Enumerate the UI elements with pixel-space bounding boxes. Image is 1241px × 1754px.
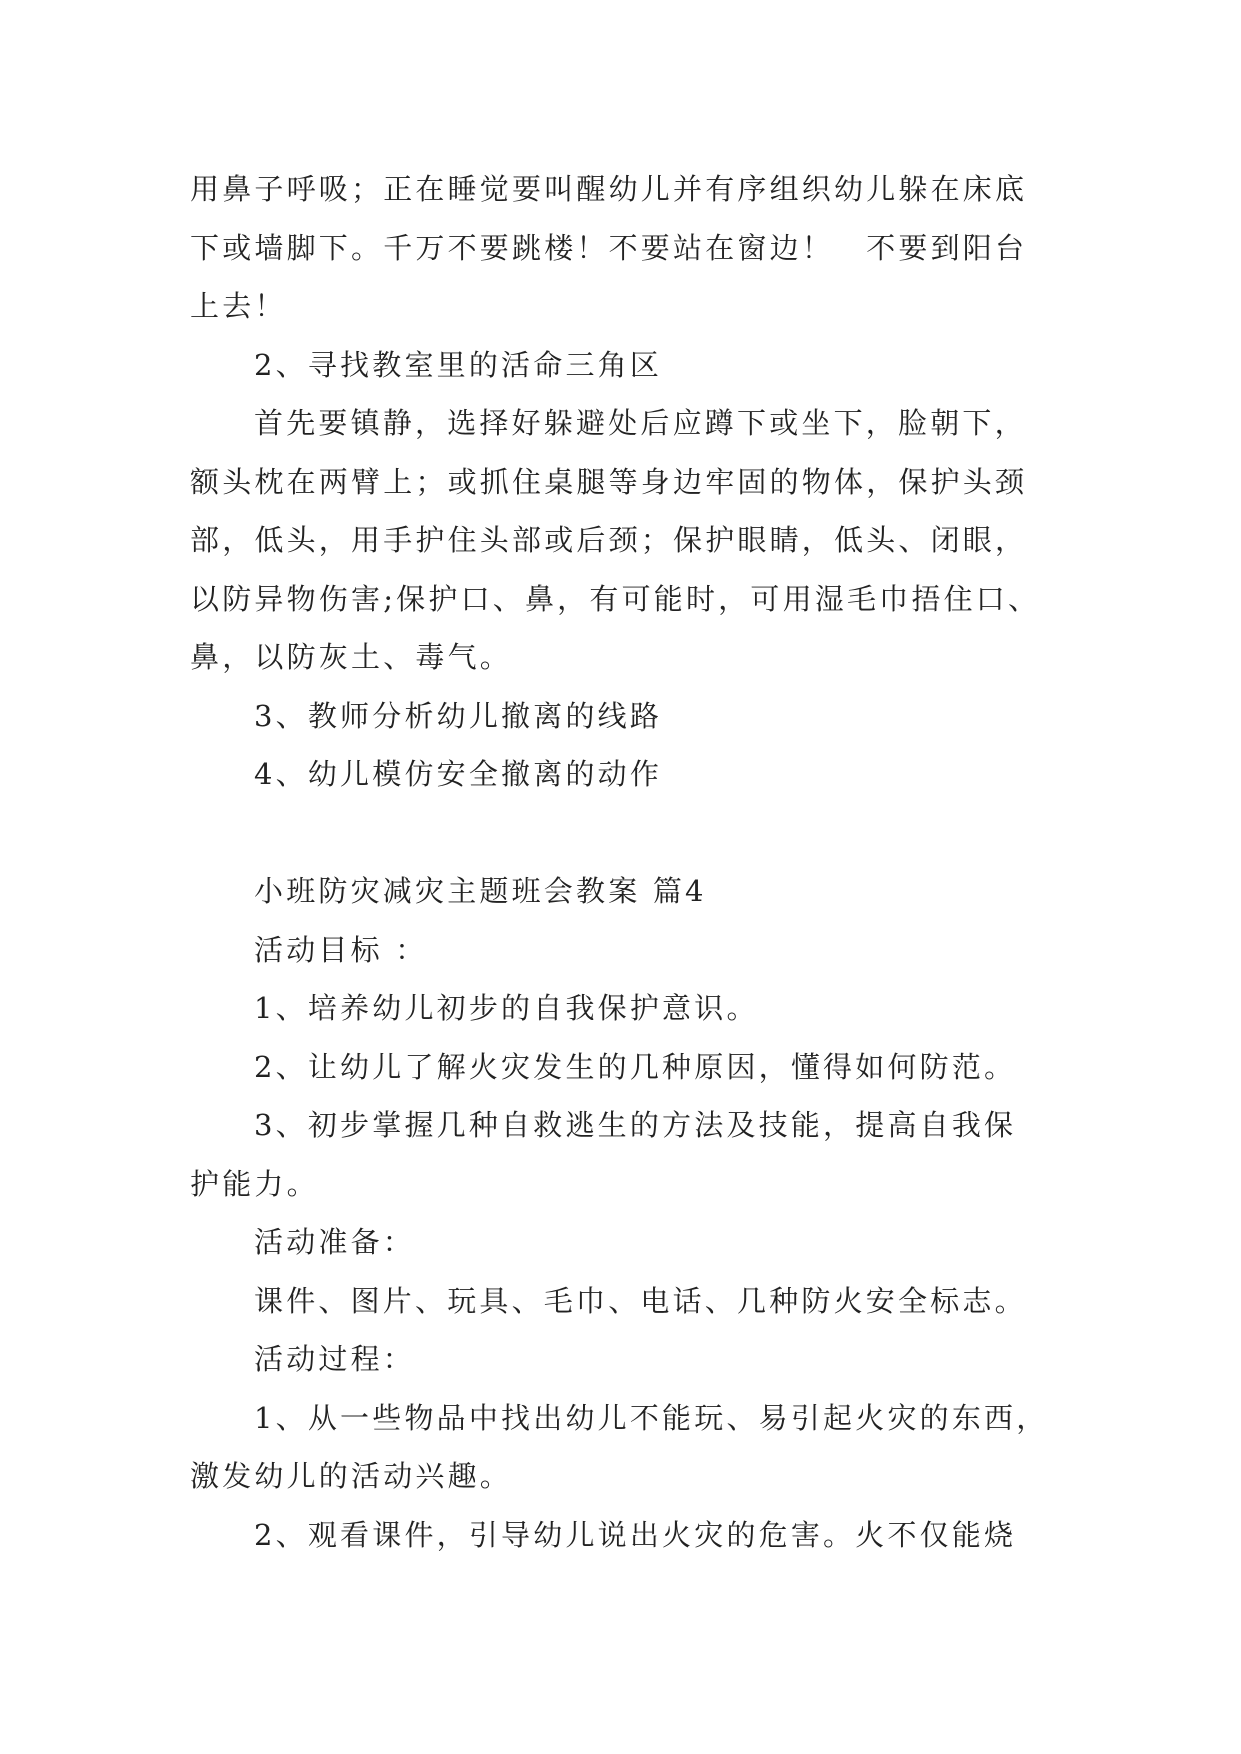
list-item-heading: 2、寻找教室里的活命三角区 [254, 347, 663, 382]
list-item-heading: 3、教师分析幼儿撤离的线路 [254, 698, 663, 733]
paragraph-line: 以防异物伤害;保护口、鼻，有可能时，可用湿毛巾捂住口、 [190, 581, 1041, 616]
paragraph-line: 部，低头，用手护住头部或后颈；保护眼睛，低头、闭眼， [190, 523, 1028, 557]
paragraph-line: 首先要镇静，选择好躲避处后应蹲下或坐下，脸朝下， [254, 406, 1027, 440]
list-item: 3、初步掌握几种自救逃生的方法及技能，提高自我保 [254, 1108, 1017, 1142]
subsection-heading: 活动准备： [254, 1225, 416, 1259]
list-item-heading: 4、幼儿模仿安全撤离的动作 [254, 757, 663, 791]
list-item: 2、让幼儿了解火灾发生的几种原因，懂得如何防范。 [254, 1049, 1017, 1084]
paragraph-line: 鼻，以防灰土、毒气。 [190, 640, 513, 674]
paragraph-line: 上去！ [190, 289, 287, 323]
paragraph-line: 激发幼儿的活动兴趣。 [190, 1459, 513, 1493]
list-item: 1、培养幼儿初步的自我保护意识。 [254, 991, 759, 1025]
blank-line [190, 804, 1050, 863]
paragraph-line: 护能力。 [190, 1166, 319, 1201]
paragraph-line: 下或墙脚下。千万不要跳楼！不要站在窗边！ 不要到阳台 [190, 230, 1028, 265]
list-item: 1、从一些物品中找出幼儿不能玩、易引起火灾的东西， [254, 1400, 1049, 1435]
subsection-heading: 活动过程： [254, 1342, 416, 1376]
paragraph-line: 课件、图片、玩具、毛巾、电话、几种防火安全标志。 [254, 1283, 1027, 1318]
section-title: 小班防灾减灾主题班会教案 篇4 [254, 874, 707, 908]
paragraph-line: 用鼻子呼吸；正在睡觉要叫醒幼儿并有序组织幼儿躲在床底 [190, 172, 1028, 206]
document-body [190, 160, 1050, 1564]
subsection-heading: 活动目标 ： [254, 932, 428, 967]
paragraph-line: 额头枕在两臂上；或抓住桌腿等身边牢固的物体，保护头颈 [190, 464, 1028, 499]
list-item: 2、观看课件，引导幼儿说出火灾的危害。火不仅能烧 [254, 1517, 1017, 1552]
